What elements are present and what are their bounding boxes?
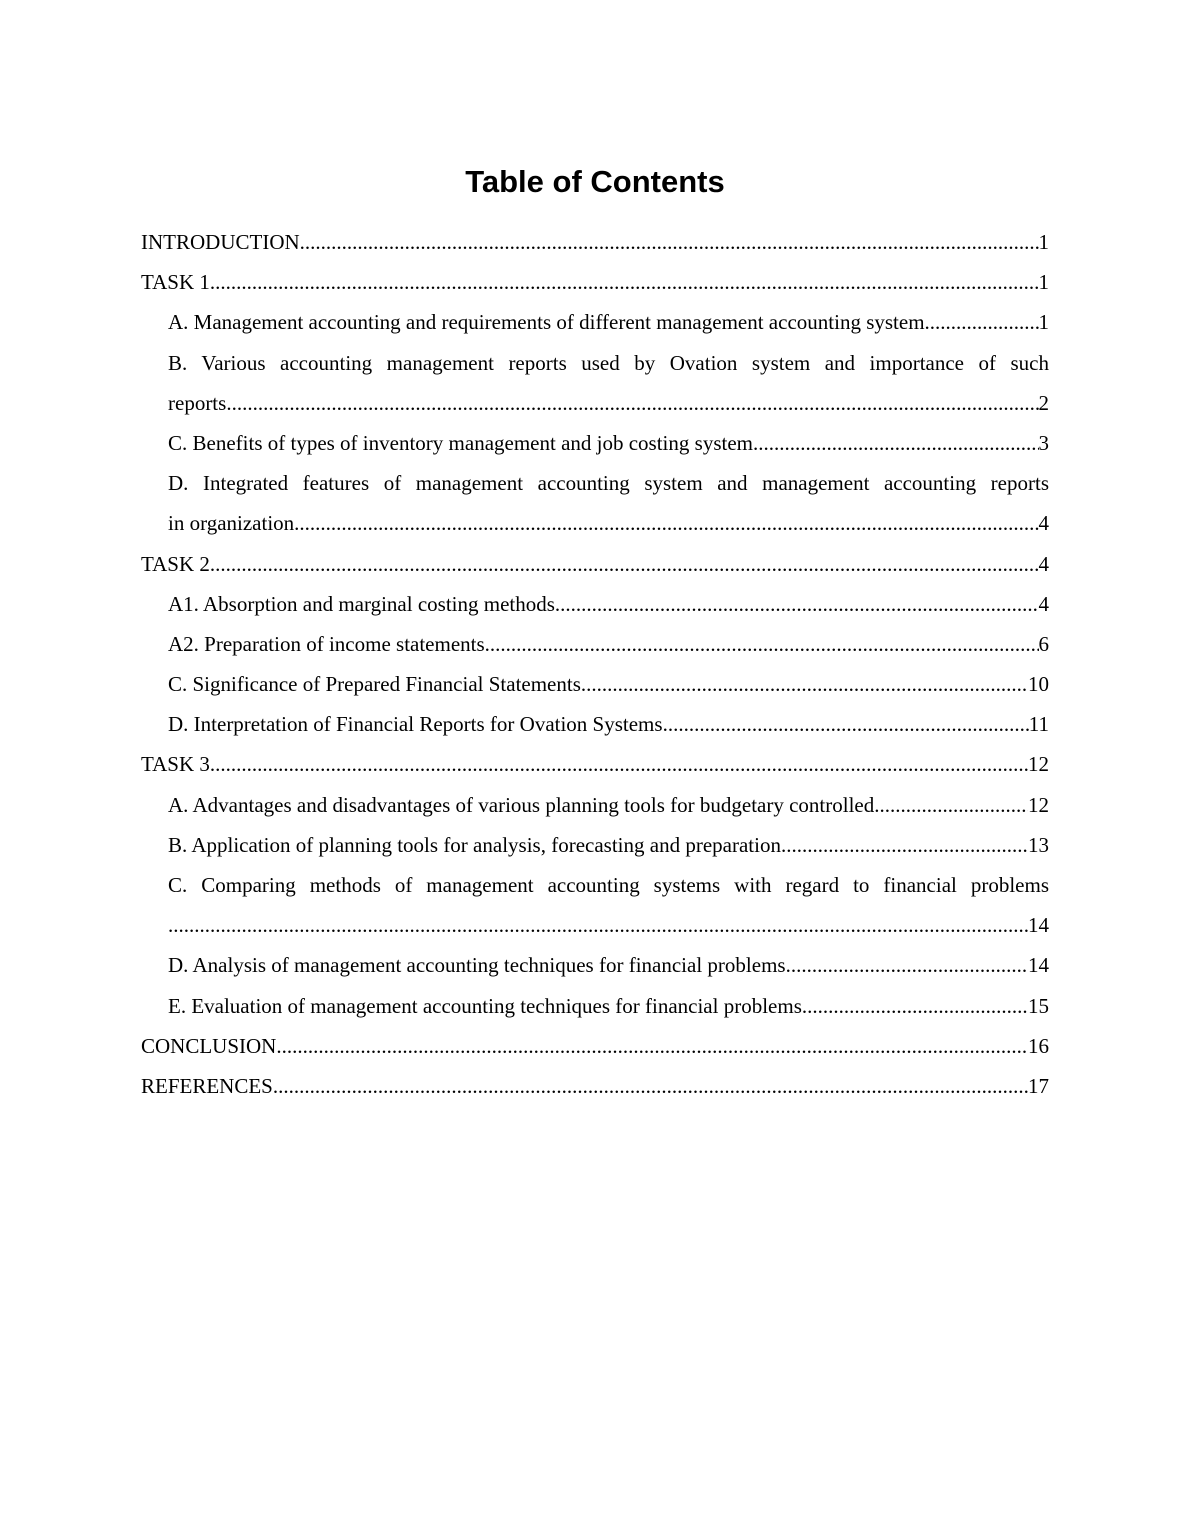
dot-leader [226, 383, 1038, 423]
toc-entry-title-line-1: C. Comparing methods of management accounting systems with regard to financial problems [168, 873, 1049, 898]
toc-entry-task-3-c[interactable] [168, 865, 1049, 945]
toc-entry-title-line-1: B. Various accounting management reports used by Ovation system and importance of such [168, 350, 1049, 375]
toc-entry-page: 4 [1038, 511, 1049, 536]
toc-entry-page: 11 [1028, 712, 1049, 737]
toc-entry-page: 10 [1028, 672, 1049, 697]
toc-entry-task-1-c[interactable] [168, 423, 1049, 463]
toc-entry-references[interactable] [141, 1066, 1049, 1106]
dot-leader [300, 222, 1039, 262]
toc-entry-task-2-d[interactable] [168, 704, 1049, 744]
toc-entry-introduction[interactable] [141, 222, 1049, 262]
toc-entry-page: 13 [1028, 832, 1049, 857]
dot-leader [925, 302, 1039, 342]
toc-entry-page: 12 [1028, 752, 1049, 777]
toc-entry-page: 14 [1028, 913, 1049, 938]
toc-entry-task-3[interactable] [141, 744, 1049, 784]
table-of-contents [141, 222, 1049, 1106]
toc-entry-page: 4 [1038, 591, 1049, 616]
toc-entry-task-3-d[interactable] [168, 945, 1049, 985]
toc-entry-conclusion[interactable] [141, 1026, 1049, 1066]
dot-leader [581, 664, 1028, 704]
toc-entry-title: A. Management accounting and requirements of different management accounting system [168, 310, 925, 335]
toc-entry-task-2[interactable] [141, 544, 1049, 584]
toc-entry-page: 1 [1038, 270, 1049, 295]
toc-entry-task-1[interactable] [141, 262, 1049, 302]
dot-leader [753, 423, 1039, 463]
dot-leader [874, 785, 1028, 825]
toc-entry-page: 1 [1038, 310, 1049, 335]
toc-entry-title-line-2: in organization [168, 511, 295, 536]
dot-leader [781, 825, 1028, 865]
toc-entry-page: 6 [1038, 631, 1049, 656]
dot-leader [663, 704, 1029, 744]
toc-entry-task-3-e[interactable] [168, 986, 1049, 1026]
toc-entry-page: 16 [1028, 1033, 1049, 1058]
toc-entry-title: A1. Absorption and marginal costing methods [168, 591, 555, 616]
toc-entry-page: 3 [1038, 430, 1049, 455]
dot-leader [276, 1026, 1028, 1066]
toc-entry-page: 4 [1038, 551, 1049, 576]
toc-entry-title: TASK 1 [141, 270, 210, 295]
toc-entry-page: 2 [1038, 390, 1049, 415]
toc-entry-page: 14 [1028, 953, 1049, 978]
toc-entry-title: INTRODUCTION [141, 230, 300, 254]
dot-leader [786, 945, 1028, 985]
toc-entry-page: 17 [1028, 1073, 1049, 1098]
toc-entry-title: REFERENCES [141, 1073, 273, 1098]
toc-entry-page: 12 [1028, 792, 1049, 817]
dot-leader [485, 624, 1039, 664]
dot-leader [802, 986, 1028, 1026]
toc-entry-title: A2. Preparation of income statements [168, 631, 485, 656]
toc-entry-task-1-b[interactable] [168, 343, 1049, 423]
toc-entry-title: D. Interpretation of Financial Reports for Ovation Systems [168, 712, 663, 737]
dot-leader [210, 544, 1039, 584]
toc-entry-title: CONCLUSION [141, 1033, 277, 1058]
toc-entry-title: TASK 3 [141, 752, 210, 777]
toc-entry-page: 15 [1028, 993, 1049, 1018]
toc-entry-task-2-a2[interactable] [168, 624, 1049, 664]
toc-entry-title: A. Advantages and disadvantages of various planning tools for budgetary controlled [168, 792, 875, 817]
toc-entry-title: D. Analysis of management accounting techniques for financial problems [168, 953, 786, 978]
toc-entry-title-line-1: D. Integrated features of management accounting system and management accounting reports [168, 471, 1049, 496]
toc-entry-title: C. Benefits of types of inventory management and job costing system [168, 430, 753, 455]
dot-leader [210, 262, 1039, 302]
dot-leader [273, 1066, 1028, 1106]
toc-entry-task-3-a[interactable] [168, 785, 1049, 825]
toc-entry-title: E. Evaluation of management accounting techniques for financial problems [168, 993, 802, 1018]
toc-entry-title-line-2: reports [168, 390, 227, 415]
toc-entry-task-1-a[interactable] [168, 302, 1049, 342]
toc-entry-task-2-a1[interactable] [168, 584, 1049, 624]
toc-entry-task-3-b[interactable] [168, 825, 1049, 865]
toc-entry-title: TASK 2 [141, 551, 210, 576]
toc-entry-title: B. Application of planning tools for analysis, forecasting and preparation [168, 832, 781, 857]
toc-entry-task-2-c[interactable] [168, 664, 1049, 704]
dot-leader [210, 744, 1028, 784]
dot-leader [294, 503, 1038, 543]
toc-entry-task-1-d[interactable] [168, 463, 1049, 543]
toc-entry-title: C. Significance of Prepared Financial Statements [168, 672, 581, 697]
dot-leader [555, 584, 1039, 624]
dot-leader [168, 905, 1028, 945]
page-title: Table of Contents [465, 164, 725, 199]
toc-entry-page: 1 [1038, 230, 1049, 254]
